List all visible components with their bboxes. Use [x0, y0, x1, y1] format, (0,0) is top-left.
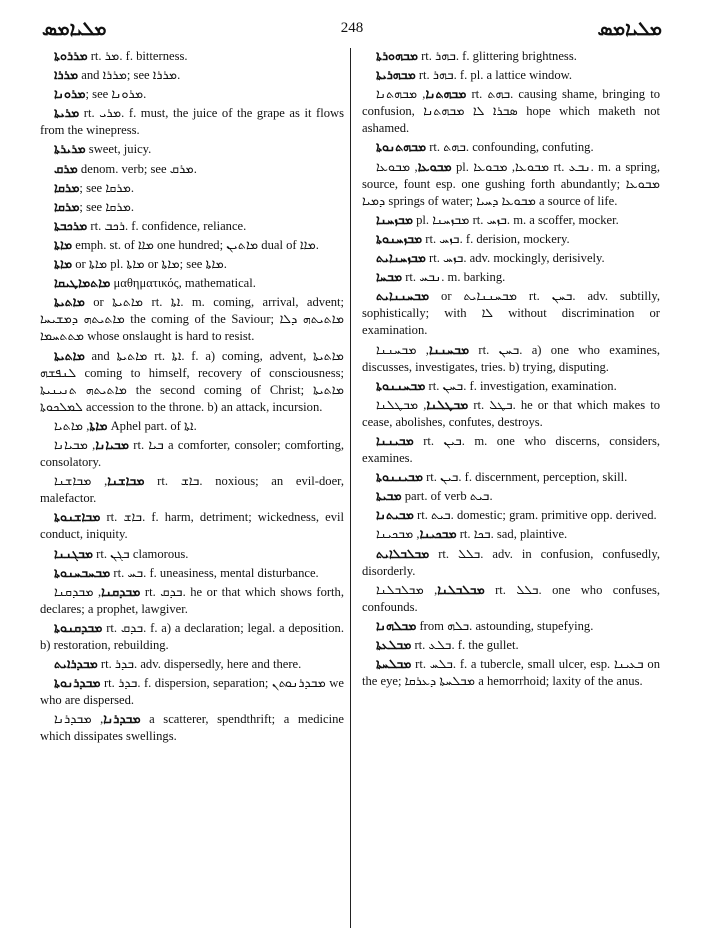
entry-definition: , ܡܒܚܢܢܐ rt. ܒܚܢ. a) one who examines, discusses, investigates, tries. b) trying, disputing. — [362, 342, 660, 374]
entry-definition: rt. ܡܪܝ. f. must, the juice of the grape as it flows from the winepress. — [40, 106, 345, 138]
dictionary-entry — [362, 525, 660, 543]
entry-definition: and ܡܪܪܐ; see ܡܪܪܐ. — [78, 68, 181, 83]
entry-headword: ܡܒܚܢܢܐܝܬ — [376, 288, 430, 304]
entry-definition: rt. ܒܕܩ. f. a) a declaration; legal. a deposition. b) restoration, rebuilding. — [40, 620, 344, 652]
dictionary-entry — [362, 341, 660, 376]
entry-definition: rt. ܒܗܪ. f. pl. a lattice window. — [415, 68, 573, 83]
entry-headword: ܡܪܪܘܬܐ — [54, 48, 88, 63]
entry-headword: ܡܐܬܝܬܐ — [54, 347, 85, 363]
entry-definition: , ܡܒܕܩܢܐ rt. ܒܕܩ. he or that which shows forth, declares; a prophet, lawgiver. — [40, 584, 344, 616]
dictionary-entry — [362, 138, 660, 156]
dictionary-entry — [40, 140, 344, 158]
entry-definition: , ܡܐܬܝܐ Aphel part. of ܐܬܐ. — [54, 418, 197, 433]
entry-headword: ܡܒܠܒܠܐܝܬ — [376, 545, 430, 561]
entry-definition: , ܡܒܠܒܠܢܐ rt. ܒܠܠ. one who confuses, confounds. — [362, 582, 661, 614]
entry-definition: rt. ܒܗܪ. f. glittering brightness. — [417, 49, 577, 63]
running-head-left: ܡܠܝܐܡܣ — [42, 18, 107, 40]
dictionary-entry — [40, 198, 344, 216]
dictionary-entry — [362, 249, 660, 267]
dictionary-entry — [362, 506, 660, 524]
dictionary-entry — [362, 158, 660, 210]
entry-headword: ܡܒܝܬܐ — [376, 488, 402, 504]
dictionary-entry — [40, 274, 344, 292]
running-head-right: ܡܠܝܐܡܣ — [597, 18, 662, 40]
dictionary-entry — [40, 160, 344, 178]
dictionary-entry — [362, 468, 660, 486]
entry-definition: denom. verb; see ܡܪܩ. — [77, 161, 197, 176]
dictionary-entry — [40, 655, 344, 673]
entry-definition: part. of verb ܒܝܬ. — [401, 489, 493, 504]
entry-definition: rt. ܒܗܬ. confounding, confuting. — [426, 140, 594, 155]
entry-headword: ܡܒܠܥܬܐ — [376, 637, 412, 652]
entry-definition: μαθηματικός, mathematical. — [110, 276, 256, 291]
entry-definition: ; see ܡܪܘܢܐ. — [85, 87, 147, 102]
dictionary-entry — [40, 347, 344, 416]
entry-definition: , ܡܒܐܫܢܐ rt. ܒܐܫ. noxious; an evil-doer, malefactor. — [40, 474, 344, 506]
entry-definition: rt. ܒܠܚ. f. a tubercle, small ulcer, esp. ܒܥܝܢܐ on the eye; ܡܒܠܚܬܐ ܕܥܪܩܐ a hemorrhoid; laxity of the anus. — [362, 657, 661, 689]
entry-headword: ܡܒܕܩܢܐ — [101, 583, 141, 599]
entry-definition: , ܡܒܝܐܢܐ rt. ܒܝܐ a comforter, consoler; comforting, consolatory. — [40, 437, 345, 470]
dictionary-entry — [40, 47, 344, 65]
dictionary-entry — [40, 508, 344, 543]
entry-headword: ܡܒܛܠܢܐ — [426, 396, 469, 412]
entry-headword: ܡܒܗܘܪܬܐ — [376, 48, 418, 63]
entry-headword: ܡܒܕܪܢܐ — [103, 711, 141, 727]
dictionary-entry — [40, 66, 344, 84]
dictionary-entry — [40, 472, 344, 507]
left-column — [40, 47, 344, 747]
entry-definition: rt. ܒܠܥ. f. the gullet. — [411, 638, 519, 652]
entry-definition: and ܡܐܬܝܬܐ rt. ܐܬܐ. f. a) coming, advent, ܡܐܬܝܬܐ ܠܢܦܫܗ coming to himself, recovery of consciousness; ܡܐܬܝܬܗ ܬܢܝܢܝܬܐ the second coming of Christ; ܡܐܬܝܬܐ ܠܡܠܟܘܬܐ accession to the throne. b) an attack, incursion. — [40, 348, 344, 414]
entry-headword: ܡܒܠܚܬܐ — [376, 656, 412, 672]
entry-definition: pl. ܡܒܙܚܢܐ rt. ܒܙܚ. m. a scoffer, mocker. — [412, 212, 619, 227]
entry-headword: ܡܪܩܐ — [54, 179, 80, 195]
entry-definition: rt. ܒܕܪ. adv. dispersedly, here and there. — [97, 657, 302, 672]
entry-definition: , ܡܒܕܪܢܐ a scatterer, spendthrift; a medicine which dissipates swellings. — [40, 712, 344, 744]
dictionary-entry — [40, 104, 344, 139]
dictionary-entry — [40, 293, 344, 345]
dictionary-entry — [362, 211, 660, 229]
entry-headword: ܡܒܝܐܢܐ — [95, 436, 129, 452]
entry-definition: rt. ܒܚܢ. f. investigation, examination. — [425, 378, 617, 393]
dictionary-entry — [362, 636, 660, 654]
dictionary-entry — [40, 710, 344, 745]
dictionary-entry — [362, 230, 660, 248]
dictionary-entry — [362, 268, 660, 286]
entry-headword: ܡܐܬܝܬܐ — [54, 294, 85, 310]
dictionary-entry — [40, 255, 344, 273]
entry-headword: ܡܐܬܡܐܛܝܩܐ — [54, 275, 111, 291]
entry-headword: ܡܒܙܚܢܐ — [376, 211, 413, 227]
entry-definition: or ܡܐܬܝܬܐ rt. ܐܬܐ. m. coming, arrival, advent; ܡܐܬܝܬܗ ܕܡܫܝܚܐ the coming of the Saviour; ܡܐܬܝܬܗ ܕܠܐ ܡܬܬܚܡܐ whose onslaught is hard to resist. — [40, 295, 345, 344]
entry-definition: rt. ܒܕܪ. f. dispersion, separation; ܡܒܕܪܢܘܬܢ we who are dispersed. — [40, 676, 344, 708]
entry-definition: , ܡܒܗܬܢܐ rt. ܒܗܬ. causing shame, bringing to confusion, ܣܒܪܐ ܠܐ ܡܒܗܬܢܐ hope which maketh not ashamed. — [362, 87, 661, 136]
entry-definition: rt. ܢܒܚ. m. barking. — [402, 270, 506, 285]
dictionary-entry — [362, 432, 660, 467]
entry-headword: ܡܐܬܐ — [89, 417, 108, 433]
dictionary-entry — [40, 217, 344, 235]
entry-definition: or ܡܐܬܐ pl. ܡܐܬܐ or ܡܐܬܐ; see ܡܐܬܐ. — [72, 257, 227, 272]
dictionary-entry — [362, 377, 660, 395]
entry-headword: ܡܒܕܩܢܘܬܐ — [54, 619, 103, 635]
dictionary-entry — [362, 545, 660, 580]
entry-headword: ܡܒܚܢܢܘܬܐ — [376, 377, 426, 393]
entry-definition: rt. ܒܚ. f. uneasiness, mental disturbance. — [110, 565, 319, 580]
entry-headword: ܡܪܩ — [54, 160, 78, 176]
entry-headword: ܡܒܗܪܝܬܐ — [376, 67, 416, 83]
dictionary-entry — [362, 287, 660, 339]
entry-headword: ܡܒܙܚܢܐܝܬ — [376, 250, 426, 266]
entry-headword: ܡܪܩܐ — [54, 198, 80, 214]
dictionary-entry — [40, 583, 344, 618]
page-header — [40, 18, 664, 42]
dictionary-entry — [40, 619, 344, 654]
entry-definition: emph. st. of ܡܐܐ one hundred; ܡܐܬܝܢ dual of ܡܐܐ. — [72, 237, 319, 252]
entry-headword: ܡܒܐܫܢܘܬܐ — [54, 509, 101, 525]
entry-definition: from ܒܠܗ. astounding, stupefying. — [416, 618, 594, 633]
entry-headword: ܡܪܟܒܬܐ — [54, 217, 88, 233]
entry-headword: ܡܒܝܢܢܘܬܐ — [376, 469, 423, 485]
column-divider — [350, 48, 351, 928]
entry-definition: rt. ܒܝܢ. f. discernment, perception, skill. — [422, 470, 628, 485]
entry-definition: , ܡܒܛܠܢܐ rt. ܒܛܠ. he or that which makes to cease, abolishes, confutes, destroys. — [362, 397, 660, 429]
entry-headword: ܡܒܚܒܚܢܘܬܐ — [54, 564, 111, 580]
entry-headword: ܡܪܝܪܬܐ — [54, 141, 86, 157]
entry-headword: ܡܒܙܚܢܘܬܐ — [376, 230, 423, 246]
entry-headword: ܡܒܕܪܢܘܬܐ — [54, 675, 101, 691]
entry-headword: ܡܒܗܬܢܘܬܐ — [376, 139, 427, 155]
entry-headword: ܡܒܠܗܢܐ — [376, 617, 417, 633]
dictionary-entry — [362, 655, 660, 690]
dictionary-entry — [40, 85, 344, 103]
entry-definition: ; see ܡܪܩܐ. — [79, 180, 135, 195]
dictionary-entry — [362, 47, 660, 65]
entry-headword: ܡܒܐܫܢܐ — [107, 473, 145, 489]
entry-definition: , ܡܒܘܥܐ pl. ܡܒܘܥܐ, ܡܒܘܥܐ rt. ܢܒܥ. m. a spring, source, fount esp. one gushing forth abundantly; ܡܒܘܥܐ ܕܡܝܐ springs of water; ܡܒܘܥܐ ܕܚܝܐ a source of life. — [362, 159, 660, 208]
dictionary-entry — [362, 487, 660, 505]
entry-headword: ܡܪܪܐ — [54, 67, 79, 83]
dictionary-entry — [40, 417, 344, 435]
entry-definition: rt. ܒܙܚ. f. derision, mockery. — [422, 231, 570, 246]
entry-definition: ; see ܡܪܩܐ. — [79, 199, 135, 214]
right-column — [362, 47, 660, 691]
dictionary-entry — [362, 66, 660, 84]
entry-headword: ܡܒܓܢܢܐ — [54, 545, 94, 561]
entry-headword: ܡܒܟܝܢܐ — [419, 526, 457, 542]
entry-headword: ܡܒܠܒܠܢܐ — [437, 581, 485, 597]
entry-definition: rt. ܒܓܢ clamorous. — [93, 546, 189, 561]
entry-headword: ܡܐܬܐ — [54, 256, 73, 272]
entry-definition: , ܡܒܟܝܢܐ rt. ܒܟܐ. sad, plaintive. — [376, 527, 568, 542]
page-number: 248 — [340, 20, 364, 36]
dictionary-entry — [362, 581, 660, 616]
dictionary-entry — [362, 85, 660, 137]
dictionary-entry — [40, 436, 344, 471]
dictionary-entry — [40, 674, 344, 709]
entry-headword: ܡܪܝܬܐ — [54, 105, 80, 121]
entry-headword: ܡܒܝܬܢܐ — [376, 507, 414, 523]
dictionary-entry — [362, 396, 660, 431]
dictionary-entry — [40, 179, 344, 197]
entry-definition: sweet, juicy. — [85, 142, 152, 157]
entry-definition: rt. ܒܝܢ. m. one who discerns, considers, examines. — [362, 433, 660, 466]
dictionary-entry — [40, 236, 344, 254]
entry-headword: ܡܪܘܢܐ — [54, 86, 86, 102]
entry-headword: ܡܒܝܢܢܐ — [376, 432, 414, 448]
entry-headword: ܡܒܚܢܢܐ — [428, 341, 470, 357]
entry-headword: ܡܒܗܬܢܐ — [425, 86, 467, 102]
entry-definition: rt. ܒܐܫ. f. harm, detriment; wickedness, evil conduct, iniquity. — [40, 510, 344, 542]
entry-headword: ܡܒܘܥܐ — [417, 158, 452, 174]
entry-headword: ܡܒܕܪܐܝܬ — [54, 656, 98, 672]
dictionary-entry — [40, 545, 344, 563]
dictionary-entry — [362, 617, 660, 635]
entry-headword: ܡܐܬܐ — [54, 236, 73, 252]
entry-definition: rt. ܒܙܚ. adv. mockingly, derisively. — [425, 251, 605, 266]
entry-definition: rt. ܒܝܬ. domestic; gram. primitive opp. derived. — [413, 508, 657, 523]
entry-definition: rt. ܒܠܠ. adv. in confusion, confusedly, disorderly. — [362, 546, 660, 578]
dictionary-entry — [40, 564, 344, 582]
entry-headword: ܡܒܚܐ — [376, 269, 403, 285]
entry-definition: rt. ܡܪ. f. bitterness. — [87, 49, 188, 63]
entry-definition: or ܡܒܚܢܢܐܝܬ rt. ܒܚܢ. adv. subtilly, sophistically; with ܠܐ without discrimination or examination. — [362, 289, 661, 338]
entry-definition: rt. ܪܟܒ. f. confidence, reliance. — [87, 218, 247, 233]
